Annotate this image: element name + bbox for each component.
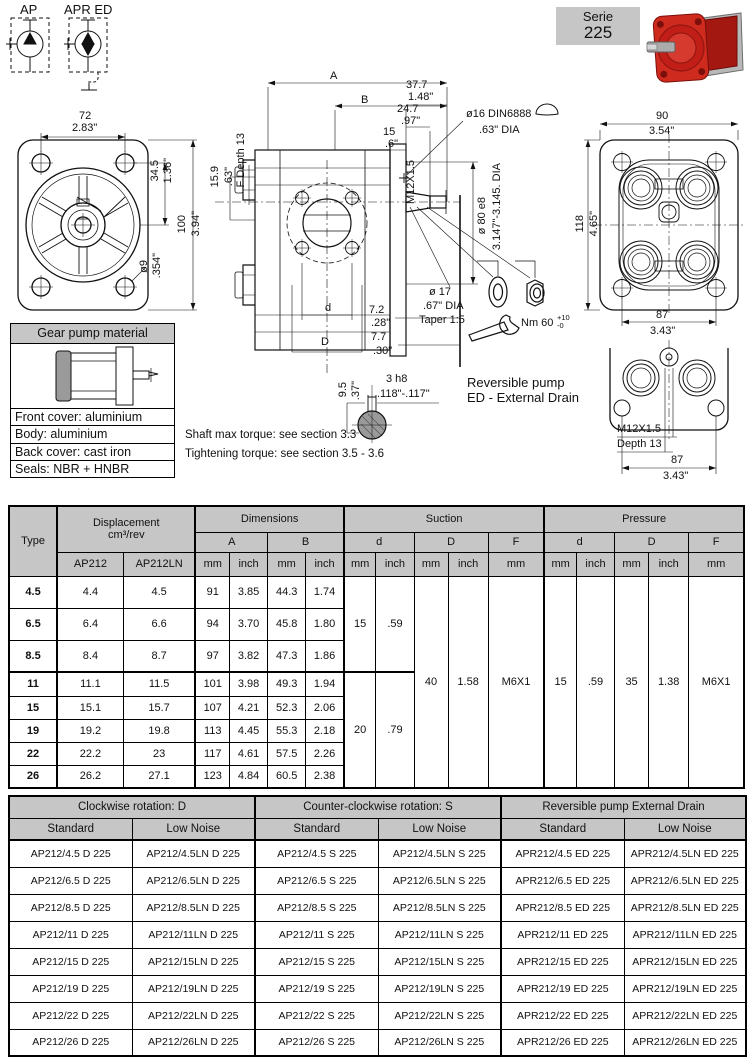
part-number-cell: AP212/11 S 225 (255, 921, 378, 948)
unit-inch: inch (448, 552, 488, 576)
table-row (9, 576, 744, 608)
col-suction-dd: D (414, 532, 488, 552)
part-number-cell: APR212/6.5 ED 225 (501, 867, 624, 894)
unit-inch: inch (306, 552, 344, 576)
cell-type: 11 (9, 672, 57, 696)
cell: 2.06 (306, 696, 344, 719)
unit-inch: inch (376, 552, 414, 576)
cell-pressure-d-mm: 15 (544, 576, 576, 788)
table-row (9, 1002, 746, 1029)
cell: 44.3 (268, 576, 306, 608)
cell: 117 (195, 742, 229, 765)
dim-hole: ø9 (138, 260, 150, 273)
dim-15: 15 (383, 126, 396, 138)
front-view-drawing (5, 100, 210, 320)
part-number-cell: AP212/6.5LN D 225 (132, 867, 255, 894)
group-reversible: Reversible pump External Drain (501, 796, 746, 818)
part-number-cell: AP212/4.5LN S 225 (378, 840, 501, 867)
group-counter-clockwise: Counter-clockwise rotation: S (255, 796, 501, 818)
cell: 23 (123, 742, 195, 765)
rear-width-mm: 90 (656, 110, 669, 122)
cell-suction-d-mm: 15 (344, 576, 376, 672)
table-row (9, 948, 746, 975)
reversible-depth: Depth 13 (617, 438, 662, 450)
cell: 4.61 (230, 742, 268, 765)
dim-95: 9.5 (337, 382, 349, 398)
dim-height-mm: 100 (176, 215, 188, 234)
sub-low-noise: Low Noise (132, 818, 255, 840)
dim-097: .97" (401, 115, 421, 127)
dim-b: B (361, 94, 369, 106)
part-number-cell: APR212/22 ED 225 (501, 1002, 624, 1029)
pump-photo (645, 2, 750, 94)
cell: 2.18 (306, 719, 344, 742)
key-section-label: 3 h8 (386, 373, 408, 385)
cell: 49.3 (268, 672, 306, 696)
dim-f-depth: F Depth 13 (235, 133, 247, 188)
part-number-cell: AP212/8.5 D 225 (9, 894, 132, 921)
part-number-cell: AP212/26 D 225 (9, 1029, 132, 1056)
cell: 3.70 (230, 608, 268, 640)
dim-148: 1.48" (408, 91, 434, 103)
material-row: Seals: NBR + HNBR (11, 460, 174, 477)
part-number-cell: AP212/19LN D 225 (132, 975, 255, 1002)
rear-bolt-in: 3.43" (650, 325, 676, 337)
part-number-cell: APR212/4.5LN ED 225 (624, 840, 746, 867)
cell-pressure-dd-in: 1.38 (649, 576, 689, 788)
cell-pressure-dd-mm: 35 (615, 576, 649, 788)
shaft-dia-label: ø 17 (429, 286, 452, 298)
cell: 52.3 (268, 696, 306, 719)
dim-28in: .28" (371, 317, 391, 329)
cell: 123 (195, 765, 229, 788)
cell: 1.80 (306, 608, 344, 640)
cell: 55.3 (268, 719, 306, 742)
part-number-cell: AP212/11LN D 225 (132, 921, 255, 948)
cell-suction-f: M6X1 (488, 576, 544, 788)
pump-side-illustration (11, 344, 174, 408)
cell: 57.5 (268, 742, 306, 765)
rear-height-in: 4.65" (588, 211, 600, 237)
part-number-cell: AP212/26LN D 225 (132, 1029, 255, 1056)
part-number-cell: APR212/15 ED 225 (501, 948, 624, 975)
part-number-cell: AP212/19LN S 225 (378, 975, 501, 1002)
reversible-bolt-in: 3.43" (663, 470, 689, 482)
dim-offset-mm: 34.5 (149, 160, 161, 182)
col-pressure-dd: D (615, 532, 689, 552)
part-number-cell: APR212/11 ED 225 (501, 921, 624, 948)
col-ap212: AP212 (57, 552, 123, 576)
col-type: Type (9, 506, 57, 576)
unit-mm: mm (344, 552, 376, 576)
part-number-cell: AP212/15LN S 225 (378, 948, 501, 975)
cell: 6.6 (123, 608, 195, 640)
unit-inch: inch (649, 552, 689, 576)
material-row: Back cover: cast iron (11, 443, 174, 460)
part-number-cell: AP212/4.5LN D 225 (132, 840, 255, 867)
cell-suction-dd-mm: 40 (414, 576, 448, 788)
cell-suction-dd-in: 1.58 (448, 576, 488, 788)
material-box (10, 323, 175, 478)
table-row (9, 867, 746, 894)
torque-sup: +10 (557, 313, 570, 322)
unit-mm: mm (488, 552, 544, 576)
table-row (9, 840, 746, 867)
cell: 97 (195, 640, 229, 672)
sub-low-noise: Low Noise (378, 818, 501, 840)
unit-mm: mm (268, 552, 306, 576)
table-header-row (9, 552, 744, 576)
cell-pressure-d-in: .59 (576, 576, 614, 788)
material-box-title: Gear pump material (11, 324, 174, 344)
part-number-cell: AP212/22 S 225 (255, 1002, 378, 1029)
part-number-cell: AP212/8.5 S 225 (255, 894, 378, 921)
cell: 4.21 (230, 696, 268, 719)
cell: 26.2 (57, 765, 123, 788)
cell-suction-d-mm: 20 (344, 672, 376, 788)
part-number-cell: AP212/19 D 225 (9, 975, 132, 1002)
table-row (9, 921, 746, 948)
part-number-cell: AP212/4.5 D 225 (9, 840, 132, 867)
key-spec-label: ø16 DIN6888 (466, 108, 532, 120)
part-number-cell: APR212/19LN ED 225 (624, 975, 746, 1002)
unit-mm: mm (689, 552, 744, 576)
cell: 91 (195, 576, 229, 608)
cell: 19.8 (123, 719, 195, 742)
dim-06: .6" (385, 138, 399, 150)
serie-number: 225 (583, 22, 613, 42)
part-number-cell: AP212/15LN D 225 (132, 948, 255, 975)
dim-width-mm: 72 (79, 110, 92, 122)
dim-37: .37" (350, 381, 362, 401)
sub-standard: Standard (9, 818, 132, 840)
col-ap212ln: AP212LN (123, 552, 195, 576)
col-suction-f: F (488, 532, 544, 552)
cell: 1.94 (306, 672, 344, 696)
table-row (9, 1029, 746, 1056)
cell-type: 15 (9, 696, 57, 719)
table-header-row (9, 506, 744, 532)
cell: 15.7 (123, 696, 195, 719)
displacement-unit: cm³/rev (107, 529, 145, 542)
material-box-image (11, 344, 174, 408)
cell: 4.45 (230, 719, 268, 742)
serie-label: Serie (582, 8, 614, 24)
cell: 4.84 (230, 765, 268, 788)
torque-sub: -0 (557, 320, 564, 330)
sub-standard: Standard (255, 818, 378, 840)
cell: 8.4 (57, 640, 123, 672)
part-number-cell: AP212/4.5 S 225 (255, 840, 378, 867)
col-pressure-d: d (544, 532, 614, 552)
shaft-thread-label: M12X1.5 (405, 160, 417, 205)
cell: 94 (195, 608, 229, 640)
material-row: Body: aluminium (11, 425, 174, 442)
table-header-row (9, 796, 746, 818)
col-pressure-f: F (689, 532, 744, 552)
cell: 2.26 (306, 742, 344, 765)
reversible-title-1: Reversible pump (467, 375, 565, 390)
dim-a: A (330, 70, 338, 82)
material-row: Front cover: aluminium (11, 408, 174, 425)
cell: 2.38 (306, 765, 344, 788)
dim-159: 15.9 (209, 166, 221, 188)
cell-pressure-f: M6X1 (689, 576, 744, 788)
col-displacement (57, 506, 195, 552)
spec-table (8, 505, 745, 789)
note-tightening-torque: Tightening torque: see section 3.5 - 3.6 (185, 448, 385, 460)
cell-type: 26 (9, 765, 57, 788)
note-shaft-torque: Shaft max torque: see section 3.3 (185, 429, 357, 441)
part-number-cell: APR212/26LN ED 225 (624, 1029, 746, 1056)
cell: 60.5 (268, 765, 306, 788)
cell-type: 6.5 (9, 608, 57, 640)
unit-mm: mm (615, 552, 649, 576)
part-number-cell: AP212/26 S 225 (255, 1029, 378, 1056)
table-header-row (9, 818, 746, 840)
rear-bolt-mm: 87 (656, 309, 669, 321)
part-number-cell: AP212/6.5 D 225 (9, 867, 132, 894)
group-clockwise: Clockwise rotation: D (9, 796, 255, 818)
part-number-cell: AP212/6.5LN S 225 (378, 867, 501, 894)
shaft-dia-in-label: .67" DIA (423, 300, 464, 312)
pilot-dia-label: ø 80 e8 (476, 197, 488, 235)
cell-type: 22 (9, 742, 57, 765)
part-number-cell: APR212/11LN ED 225 (624, 921, 746, 948)
part-number-cell: APR212/15LN ED 225 (624, 948, 746, 975)
cell: 47.3 (268, 640, 306, 672)
torque-tolerance (557, 314, 570, 329)
order-table (8, 795, 747, 1057)
col-suction-d: d (344, 532, 414, 552)
dim-30in: .30" (373, 345, 393, 357)
part-number-cell: APR212/26 ED 225 (501, 1029, 624, 1056)
table-row (9, 894, 746, 921)
unit-inch: inch (230, 552, 268, 576)
col-pressure: Pressure (544, 506, 744, 532)
cell: 107 (195, 696, 229, 719)
col-suction: Suction (344, 506, 545, 532)
table-row (9, 975, 746, 1002)
pilot-dia-in-label: 3.147"-3.145. DIA (491, 163, 503, 251)
cell: 1.74 (306, 576, 344, 608)
dim-377: 37.7 (406, 79, 428, 91)
reversible-thread: M12X1.5 (617, 423, 662, 435)
cell: 11.1 (57, 672, 123, 696)
part-number-cell: APR212/4.5 ED 225 (501, 840, 624, 867)
part-number-cell: AP212/26LN S 225 (378, 1029, 501, 1056)
dim-hole-in: .354" (151, 253, 163, 279)
part-number-cell: AP212/19 S 225 (255, 975, 378, 1002)
cell: 3.82 (230, 640, 268, 672)
part-number-cell: AP212/11 D 225 (9, 921, 132, 948)
key-dia-label: .63" DIA (479, 124, 520, 136)
cell: 101 (195, 672, 229, 696)
cell: 15.1 (57, 696, 123, 719)
part-number-cell: APR212/6.5LN ED 225 (624, 867, 746, 894)
dim-width-in: 2.83" (72, 122, 98, 134)
reversible-title-2: ED - External Drain (467, 390, 579, 405)
cell: 1.86 (306, 640, 344, 672)
sub-standard: Standard (501, 818, 624, 840)
unit-inch: inch (576, 552, 614, 576)
dim-72mm: 7.2 (369, 304, 385, 316)
cell: 3.85 (230, 576, 268, 608)
reversible-bolt-mm: 87 (671, 454, 684, 466)
cell-suction-d-in: .59 (376, 576, 414, 672)
part-number-cell: AP212/6.5 S 225 (255, 867, 378, 894)
key-section-in-label: .118"-.117" (377, 388, 430, 400)
part-number-cell: APR212/22LN ED 225 (624, 1002, 746, 1029)
symbol-apr-ed-label: APR ED (64, 2, 113, 17)
cell: 45.8 (268, 608, 306, 640)
rear-height-mm: 118 (574, 215, 586, 233)
col-a: A (195, 532, 267, 552)
part-number-cell: AP212/22LN S 225 (378, 1002, 501, 1029)
serie-badge (556, 7, 640, 45)
col-dimensions: Dimensions (195, 506, 343, 532)
rear-width-in: 3.54" (649, 125, 675, 137)
part-number-cell: APR212/8.5 ED 225 (501, 894, 624, 921)
part-number-cell: APR212/8.5LN ED 225 (624, 894, 746, 921)
torque-label: Nm 60 (521, 317, 554, 329)
symbol-ap-label: AP (20, 2, 38, 17)
dim-247: 24.7 (397, 103, 419, 115)
unit-mm: mm (195, 552, 229, 576)
part-number-cell: AP212/8.5LN S 225 (378, 894, 501, 921)
cell: 27.1 (123, 765, 195, 788)
cell: 19.2 (57, 719, 123, 742)
cell-type: 8.5 (9, 640, 57, 672)
sub-low-noise: Low Noise (624, 818, 746, 840)
part-number-cell: AP212/15 S 225 (255, 948, 378, 975)
cell: 22.2 (57, 742, 123, 765)
cell: 11.5 (123, 672, 195, 696)
unit-mm: mm (414, 552, 448, 576)
part-number-cell: APR212/19 ED 225 (501, 975, 624, 1002)
dim-d-label: d (325, 302, 332, 314)
dim-77mm: 7.7 (371, 331, 387, 343)
taper-label: Taper 1:5 (419, 314, 465, 326)
cell: 3.98 (230, 672, 268, 696)
part-number-cell: AP212/11LN S 225 (378, 921, 501, 948)
unit-mm: mm (544, 552, 576, 576)
part-number-cell: AP212/22 D 225 (9, 1002, 132, 1029)
dim-dd-label: D (321, 336, 329, 348)
dim-height-in: 3.94" (190, 211, 202, 237)
cell-type: 4.5 (9, 576, 57, 608)
part-number-cell: AP212/22LN D 225 (132, 1002, 255, 1029)
cell-suction-d-in: .79 (376, 672, 414, 788)
part-number-cell: AP212/15 D 225 (9, 948, 132, 975)
col-b: B (268, 532, 344, 552)
cell: 6.4 (57, 608, 123, 640)
dim-063: .63" (223, 167, 235, 187)
cell-type: 19 (9, 719, 57, 742)
displacement-label: Displacement (92, 517, 160, 530)
cell: 8.7 (123, 640, 195, 672)
cell: 113 (195, 719, 229, 742)
dim-offset-in: 1.36" (162, 158, 174, 184)
cell: 4.4 (57, 576, 123, 608)
cell: 4.5 (123, 576, 195, 608)
part-number-cell: AP212/8.5LN D 225 (132, 894, 255, 921)
